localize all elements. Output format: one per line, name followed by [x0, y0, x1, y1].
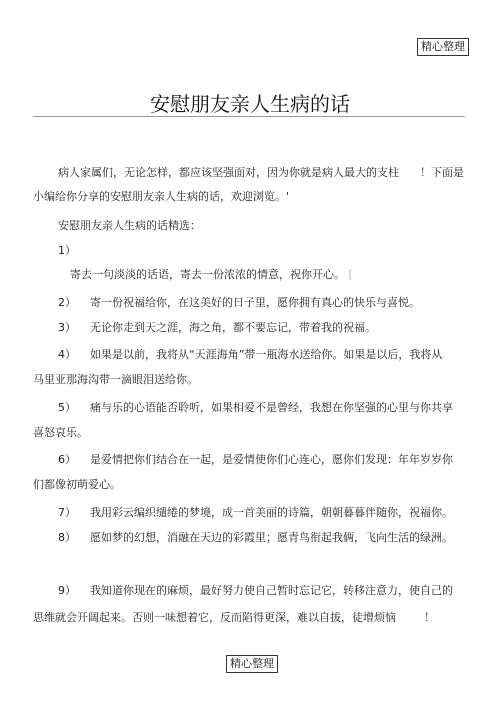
item-3-number: 3） — [58, 321, 76, 334]
item-9-number: 9） — [58, 584, 76, 597]
footer-tag: 精心整理 — [226, 655, 278, 673]
item-6-text-a: 是爱情把你们结合在一起，是爱情使你们心连心，愿你们发现：年年岁岁你 — [90, 453, 453, 466]
item-9-end: ！ — [424, 611, 435, 624]
item-7-number: 7） — [58, 506, 76, 519]
intro-line-1 — [58, 166, 399, 180]
item-1-text — [70, 268, 353, 282]
item-1-content: 寄去一句淡淡的话语，寄去一份浓浓的情意，祝你开心。 — [70, 268, 345, 281]
item-5-text-a: 痛与乐的心语能否聆听，如果相爱不是曾经，我想在你坚强的心里与你共享 — [90, 401, 453, 414]
item-6-cont: 们都像初萌爱心。 — [33, 478, 121, 491]
item-3-text: 无论你走到天之涯，海之角，都不要忘记，带着我的祝福。 — [90, 321, 376, 334]
item-7-text: 我用彩云编织缱绻的梦境，成一首美丽的诗篇，朝朝暮暮伴随你，祝福你。 — [90, 506, 453, 519]
item-9 — [58, 584, 453, 598]
item-9-text-a: 我知道你现在的麻烦，最好努力使自己暂时忘记它，转移注意力，使自己的 — [90, 584, 453, 597]
intro-line-1-end: ！下面是 — [420, 166, 464, 179]
item-7 — [58, 506, 453, 520]
item-5-cont: 喜怒哀乐。 — [33, 426, 88, 439]
item-4-cont: 马里亚那海沟带一滴眼泪送给你。 — [33, 373, 198, 386]
item-6-number: 6） — [58, 453, 76, 466]
item-5 — [58, 401, 453, 415]
item-4 — [58, 348, 442, 362]
title-divider — [33, 116, 465, 117]
item-6 — [58, 453, 453, 467]
item-9-cont: 思维就会开阔起来。否则一味想着它，反而陷得更深，难以自拔，徒增烦恼 — [33, 611, 396, 624]
item-4-text-a: 如果是以前，我将从“天涯海角”带一瓶海水送给你。如果是以后，我将从 — [90, 348, 443, 361]
section-title: 安慰朋友亲人生病的话精选： — [58, 219, 201, 232]
item-1-number: 1） — [58, 244, 76, 257]
item-2-number: 2） — [58, 296, 76, 309]
header-tag: 精心整理 — [417, 38, 469, 56]
doc-title: 安慰朋友亲人生病的话 — [150, 92, 350, 116]
item-8 — [58, 531, 453, 545]
item-4-number: 4） — [58, 348, 76, 361]
intro-text-1: 病人家属们，无论怎样，都应该坚强面对，因为你就是病人最大的支柱 — [58, 166, 399, 179]
item-5-number: 5） — [58, 401, 76, 414]
ghost-mark: [ — [345, 268, 353, 281]
item-8-number: 8） — [58, 531, 76, 544]
item-8-text: 愿如梦的幻想，消融在天边的彩霞里；愿青鸟衔起我俩，飞向生活的绿洲。 — [90, 531, 453, 544]
item-3 — [58, 321, 376, 335]
intro-line-2: 小编给你分享的安慰朋友亲人生病的话，欢迎浏览。' — [33, 190, 290, 203]
item-2 — [58, 296, 420, 310]
item-2-text: 寄一份祝福给你，在这美好的日子里，愿你拥有真心的快乐与喜悦。 — [90, 296, 420, 309]
